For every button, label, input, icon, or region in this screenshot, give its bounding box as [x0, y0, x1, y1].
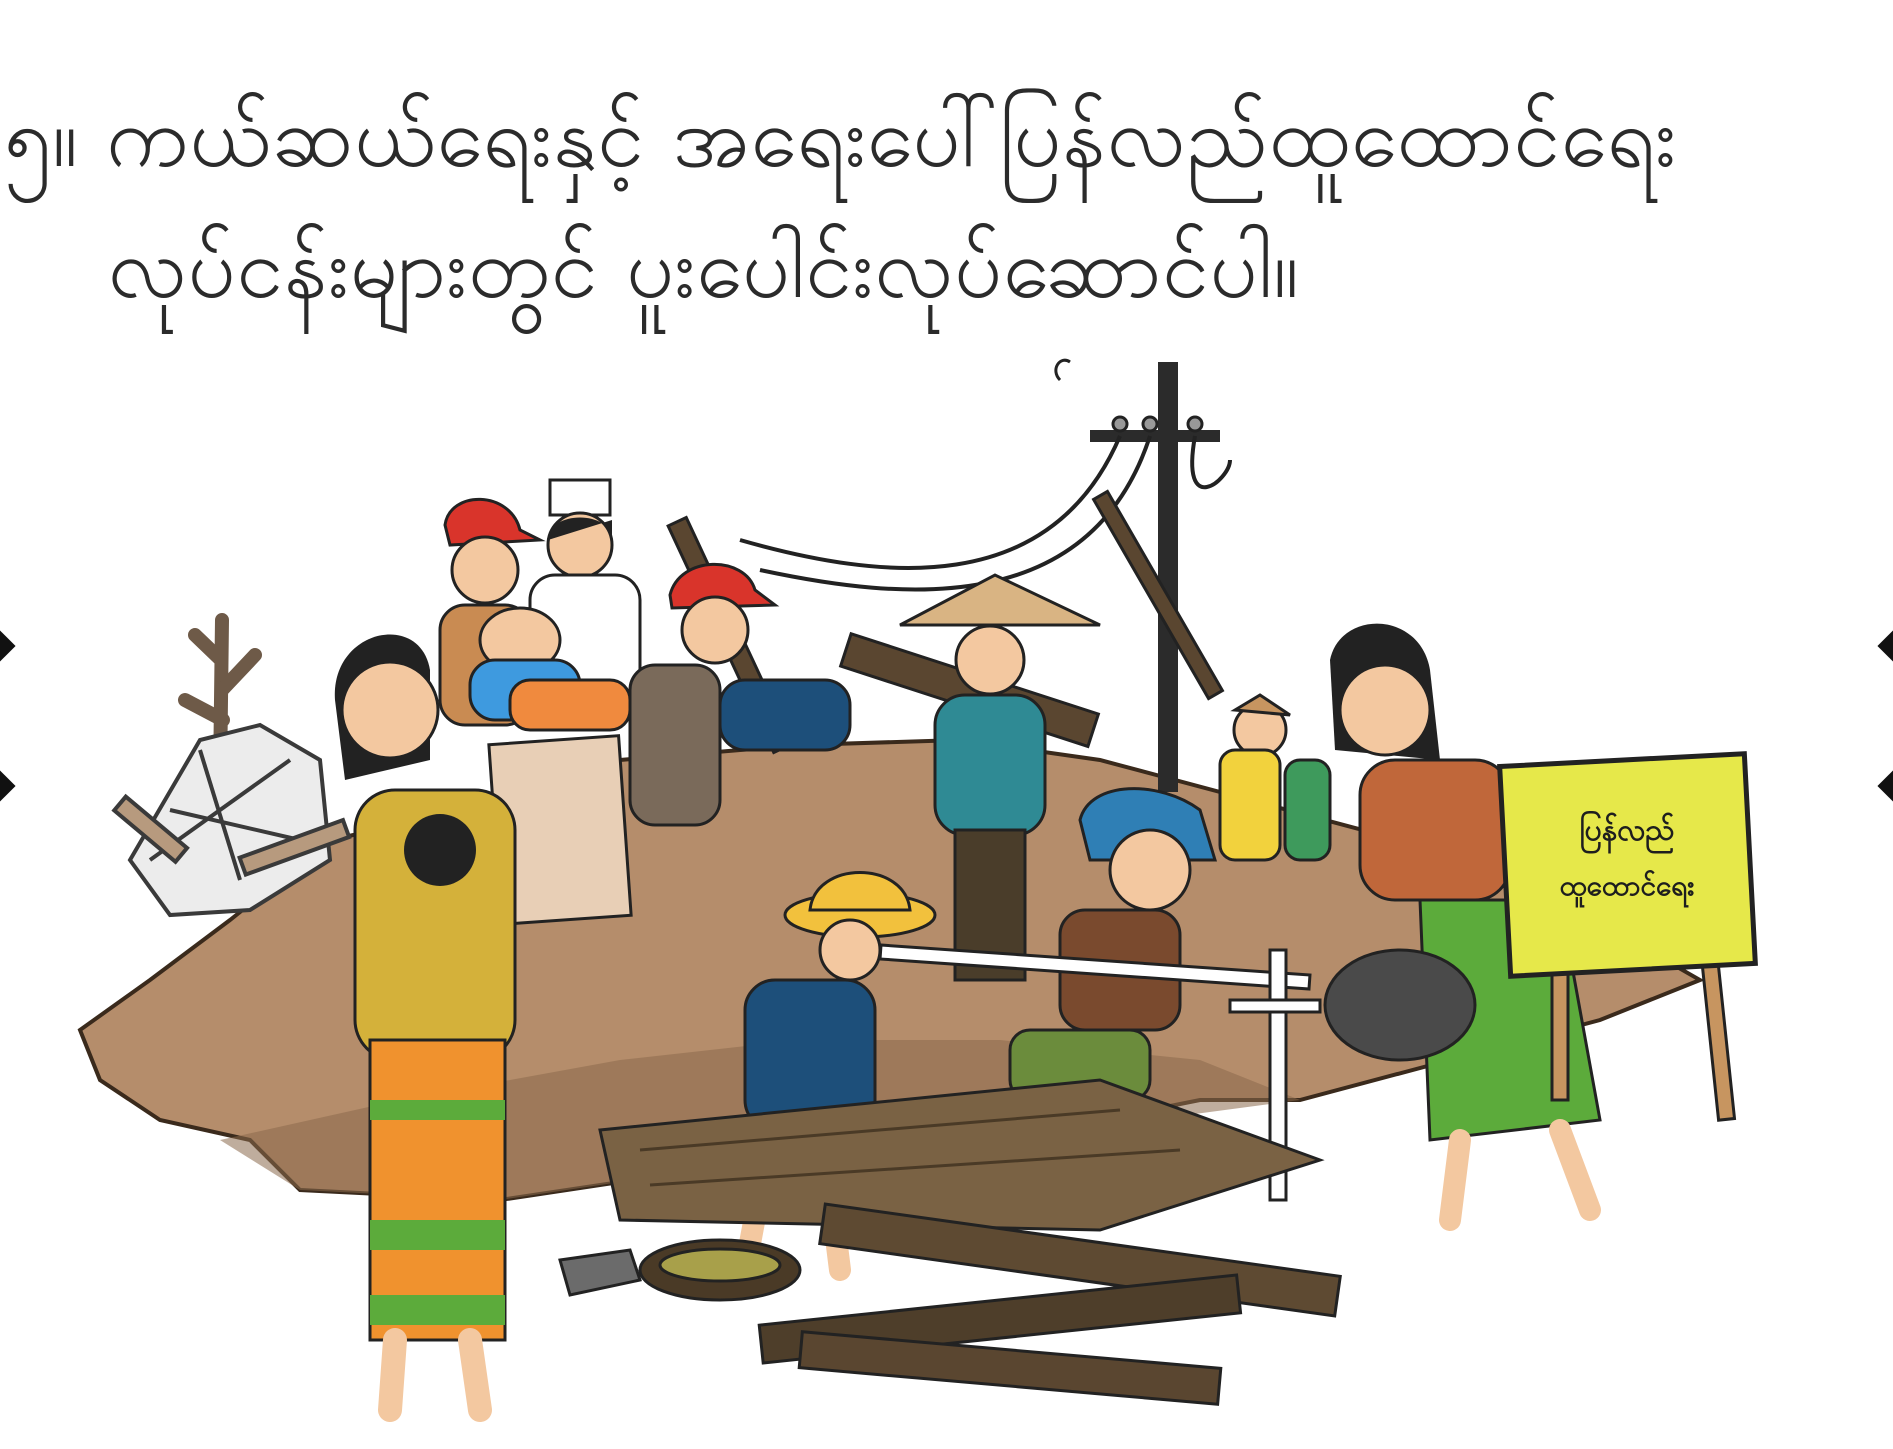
sign-text-line-2: ထူထောင်ရေး	[1559, 869, 1695, 902]
heading-line-2: လုပ်ငန်းများတွင် ပူးပေါင်းလုပ်ဆောင်ပါ။	[108, 219, 1300, 317]
worker-lifting-pole	[1220, 695, 1330, 860]
community-rebuilding-scene	[0, 340, 1893, 1449]
heading-line-1: ၅။ ကယ်ဆယ်ရေးနှင့် အရေးပေါ်ပြန်လည်ထူထောင်ရေး	[4, 88, 1678, 186]
sign-text-line-1: ပြန်လည်	[1579, 813, 1675, 848]
wooden-planks	[560, 1080, 1340, 1404]
